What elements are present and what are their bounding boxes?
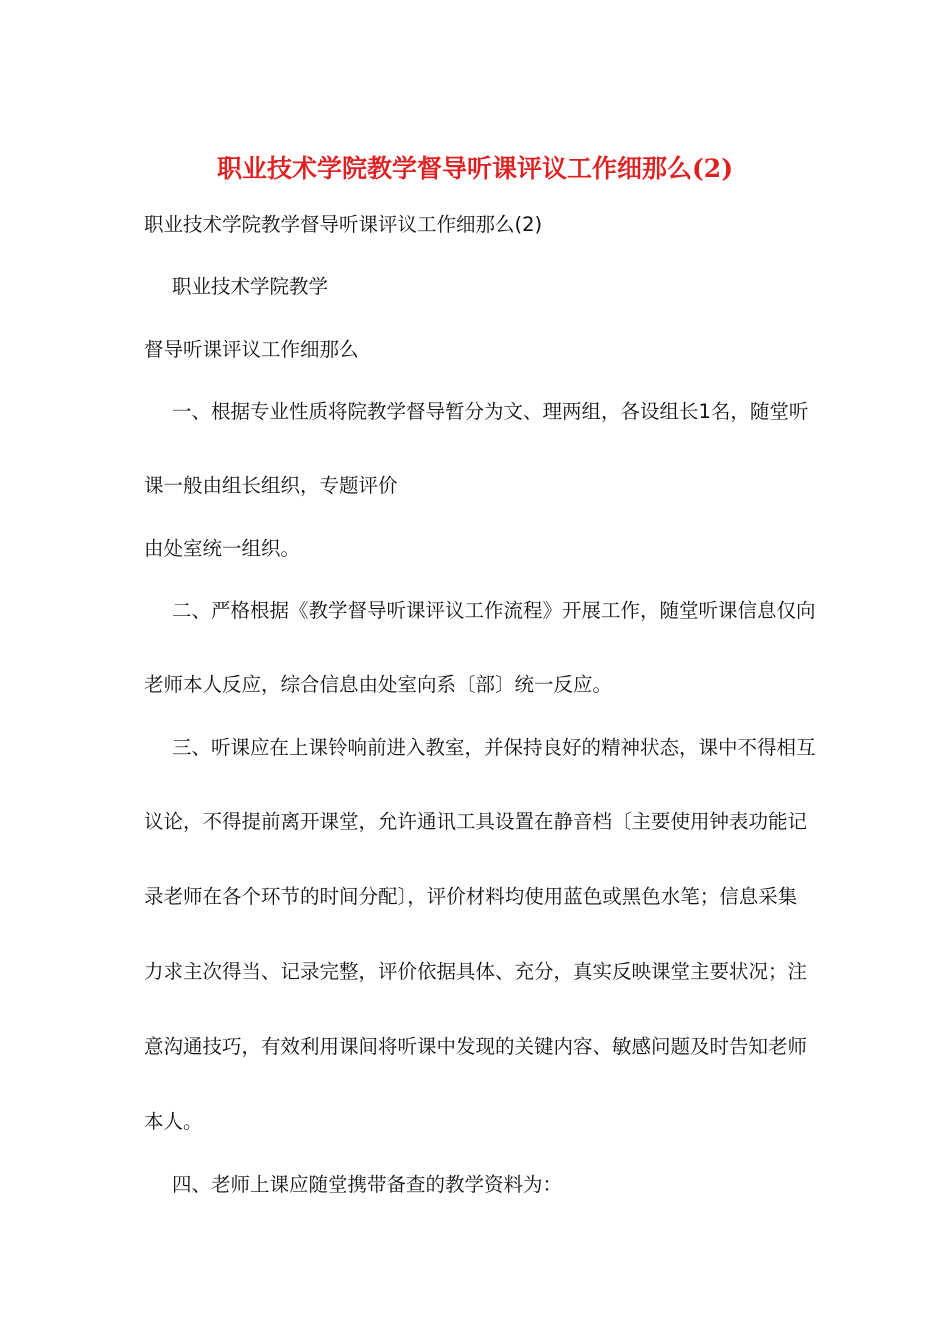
document-title: 职业技术学院教学督导听课评议工作细那么(2) <box>216 154 734 183</box>
section3-line2: 议论，不得提前离开课堂，允许通讯工具设置在静音档〔主要使用钟表功能记 <box>144 810 808 833</box>
section3-line1: 三、听课应在上课铃响前进入教室，并保持良好的精神状态，课中不得相互 <box>172 736 816 759</box>
section2-line2: 老师本人反应，综合信息由处室向系〔部〕统一反应。 <box>144 673 613 696</box>
section4-line1: 四、老师上课应随堂携带备查的教学资料为： <box>172 1173 563 1196</box>
section3-line5: 意沟通技巧，有效利用课间将听课中发现的关键内容、敏感问题及时告知老师 <box>144 1035 808 1058</box>
section1-line2: 课一般由组长组织，专题评价 <box>144 474 398 497</box>
heading-line-2: 督导听课评议工作细那么 <box>144 338 359 361</box>
section1-line3: 由处室统一组织。 <box>144 537 301 560</box>
section3-line3: 录老师在各个环节的时间分配〕，评价材料均使用蓝色或黑色水笔；信息采集 <box>144 885 798 908</box>
section3-line4: 力求主次得当、记录完整，评价依据具体、充分，真实反映课堂主要状况；注 <box>144 960 808 983</box>
heading-line-1: 职业技术学院教学 <box>172 275 329 298</box>
section3-line6: 本人。 <box>144 1110 203 1133</box>
section1-line1: 一、根据专业性质将院教学督导暂分为文、理两组，各设组长1名，随堂听 <box>172 400 809 423</box>
document-subtitle: 职业技术学院教学督导听课评议工作细那么(2) <box>144 213 543 236</box>
section2-line1: 二、严格根据《教学督导听课评议工作流程》开展工作，随堂听课信息仅向 <box>172 599 816 622</box>
